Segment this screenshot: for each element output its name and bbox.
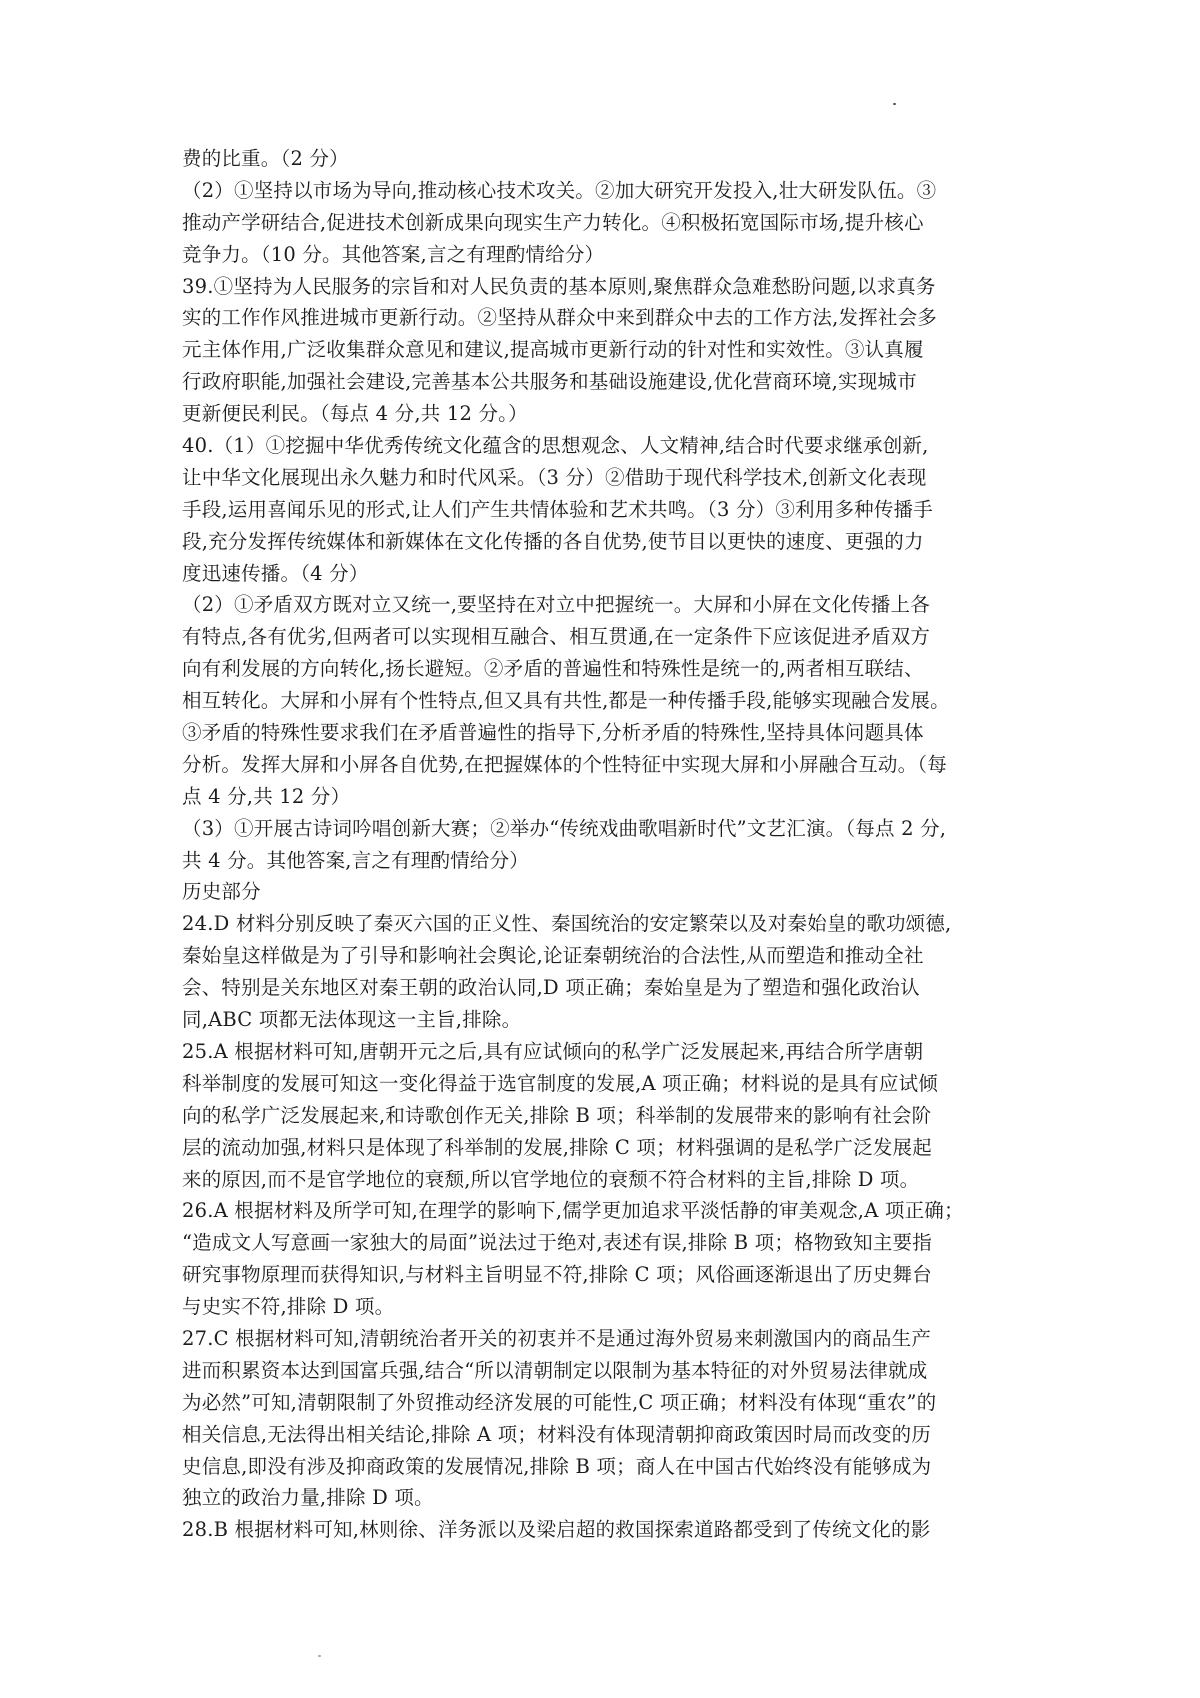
text-line: 向有利发展的方向转化,扬长避短。②矛盾的普遍性和特殊性是统一的,两者相互联结、 bbox=[182, 657, 924, 681]
text-line: 元主体作用,广泛收集群众意见和建议,提高城市更新行动的针对性和实效性。③认真履 bbox=[182, 338, 924, 362]
text-line: （2）①矛盾双方既对立又统一,要坚持在对立中把握统一。大屏和小屏在文化传播上各 bbox=[182, 593, 930, 617]
text-line: 费的比重。（2 分） bbox=[182, 147, 349, 170]
text-line: （2）①坚持以市场为导向,推动核心技术攻关。②加大研究开发投入,壮大研发队伍。③ bbox=[182, 178, 937, 202]
text-line: 点 4 分,共 12 分） bbox=[182, 784, 351, 808]
scan-speck bbox=[893, 103, 896, 105]
text-line: 向的私学广泛发展起来,和诗歌创作无关,排除 B 项；科举制的发展带来的影响有社会阶 bbox=[182, 1103, 932, 1127]
scan-speck bbox=[318, 1655, 321, 1657]
text-line: 行政府职能,加强社会建设,完善基本公共服务和基础设施建设,优化营商环境,实现城市 bbox=[182, 370, 917, 394]
text-line: 来的原因,而不是官学地位的衰颓,所以官学地位的衰颓不符合材料的主旨,排除 D 项。 bbox=[182, 1167, 920, 1191]
text-line: 25.A 根据材料可知,唐朝开元之后,具有应试倾向的私学广泛发展起来,再结合所学唐朝 bbox=[182, 1039, 924, 1063]
text-line: 会、特别是关东地区对秦王朝的政治认同,D 项正确；秦始皇是为了塑造和强化政治认 bbox=[182, 976, 920, 1000]
text-line: 相互转化。大屏和小屏有个性特点,但又具有共性,都是一种传播手段,能够实现融合发展。 bbox=[182, 689, 950, 713]
text-line: 有特点,各有优劣,但两者可以实现相互融合、相互贯通,在一定条件下应该促进矛盾双方 bbox=[182, 625, 931, 649]
text-line: “造成文人写意画一家独大的局面”说法过于绝对,表述有误,排除 B 项；格物致知主要指 bbox=[182, 1231, 932, 1255]
text-line: 分析。发挥大屏和小屏各自优势,在把握媒体的个性特征中实现大屏和小屏融合互动。（每 bbox=[182, 752, 947, 776]
text-line: 相关信息,无法得出相关结论,排除 A 项；材料没有体现清朝抑商政策因时局而改变的历 bbox=[182, 1422, 932, 1446]
text-line: 秦始皇这样做是为了引导和影响社会舆论,论证秦朝统治的合法性,从而塑造和推动全社 bbox=[182, 944, 924, 968]
text-line: 26.A 根据材料及所学可知,在理学的影响下,儒学更加追求平淡恬静的审美观念,A 项正确； bbox=[182, 1199, 964, 1223]
text-line: 24.D 材料分别反映了秦灭六国的正义性、秦国统治的安定繁荣以及对秦始皇的歌功颂德, bbox=[182, 912, 952, 936]
text-line: 研究事物原理而获得知识,与材料主旨明显不符,排除 C 项；风俗画逐渐退出了历史舞台 bbox=[182, 1263, 932, 1287]
text-line: 39.①坚持为人民服务的宗旨和对人民负责的基本原则,聚焦群众急难愁盼问题,以求真务 bbox=[182, 274, 936, 298]
text-line: 40.（1）①挖掘中华优秀传统文化蕴含的思想观念、人文精神,结合时代要求继承创新, bbox=[182, 434, 929, 458]
text-line: 与史实不符,排除 D 项。 bbox=[182, 1295, 395, 1319]
text-line: 为必然”可知,清朝限制了外贸推动经济发展的可能性,C 项正确；材料没有体现“重农”的 bbox=[182, 1390, 937, 1414]
text-line: 共 4 分。其他答案,言之有理酌情给分） bbox=[182, 848, 530, 872]
text-line: 历史部分 bbox=[182, 880, 261, 904]
text-line: 竞争力。（10 分。其他答案,言之有理酌情给分） bbox=[182, 242, 605, 266]
text-line: 独立的政治力量,排除 D 项。 bbox=[182, 1486, 434, 1510]
text-line: 28.B 根据材料可知,林则徐、洋务派以及梁启超的救国探索道路都受到了传统文化的影 bbox=[182, 1518, 931, 1542]
text-line: 史信息,即没有涉及抑商政策的发展情况,排除 B 项；商人在中国古代始终没有能够成为 bbox=[182, 1454, 932, 1478]
text-line: 实的工作作风推进城市更新行动。②坚持从群众中来到群众中去的工作方法,发挥社会多 bbox=[182, 306, 937, 330]
text-line: 手段,运用喜闻乐见的形式,让人们产生共情体验和艺术共鸣。（3 分）③利用多种传播手 bbox=[182, 497, 933, 521]
answer-text-body bbox=[182, 143, 1040, 1546]
text-line: 推动产学研结合,促进技术创新成果向现实生产力转化。④积极拓宽国际市场,提升核心 bbox=[182, 210, 924, 234]
text-line: 让中华文化展现出永久魅力和时代风采。（3 分）②借助于现代科学技术,创新文化表现 bbox=[182, 465, 927, 489]
text-line: ③矛盾的特殊性要求我们在矛盾普遍性的指导下,分析矛盾的特殊性,坚持具体问题具体 bbox=[182, 721, 924, 745]
text-line: 科举制度的发展可知这一变化得益于选官制度的发展,A 项正确；材料说的是具有应试倾 bbox=[182, 1071, 938, 1095]
text-line: 更新便民利民。（每点 4 分,共 12 分。） bbox=[182, 402, 528, 426]
text-line: 度迅速传播。（4 分） bbox=[182, 561, 369, 585]
text-line: 段,充分发挥传统媒体和新媒体在文化传播的各自优势,使节目以更快的速度、更强的力 bbox=[182, 529, 924, 553]
text-line: 层的流动加强,材料只是体现了科举制的发展,排除 C 项；材料强调的是私学广泛发展起 bbox=[182, 1135, 932, 1159]
text-line: 同,ABC 项都无法体现这一主旨,排除。 bbox=[182, 1008, 522, 1032]
text-line: （3）①开展古诗词吟唱创新大赛；②举办“传统戏曲歌唱新时代”文艺汇演。（每点 2 分, bbox=[182, 816, 947, 840]
text-line: 进而积累资本达到国富兵强,结合“所以清朝制定以限制为基本特征的对外贸易法律就成 bbox=[182, 1358, 928, 1382]
text-line: 27.C 根据材料可知,清朝统治者开关的初衷并不是通过海外贸易来刺激国内的商品生产 bbox=[182, 1326, 932, 1350]
